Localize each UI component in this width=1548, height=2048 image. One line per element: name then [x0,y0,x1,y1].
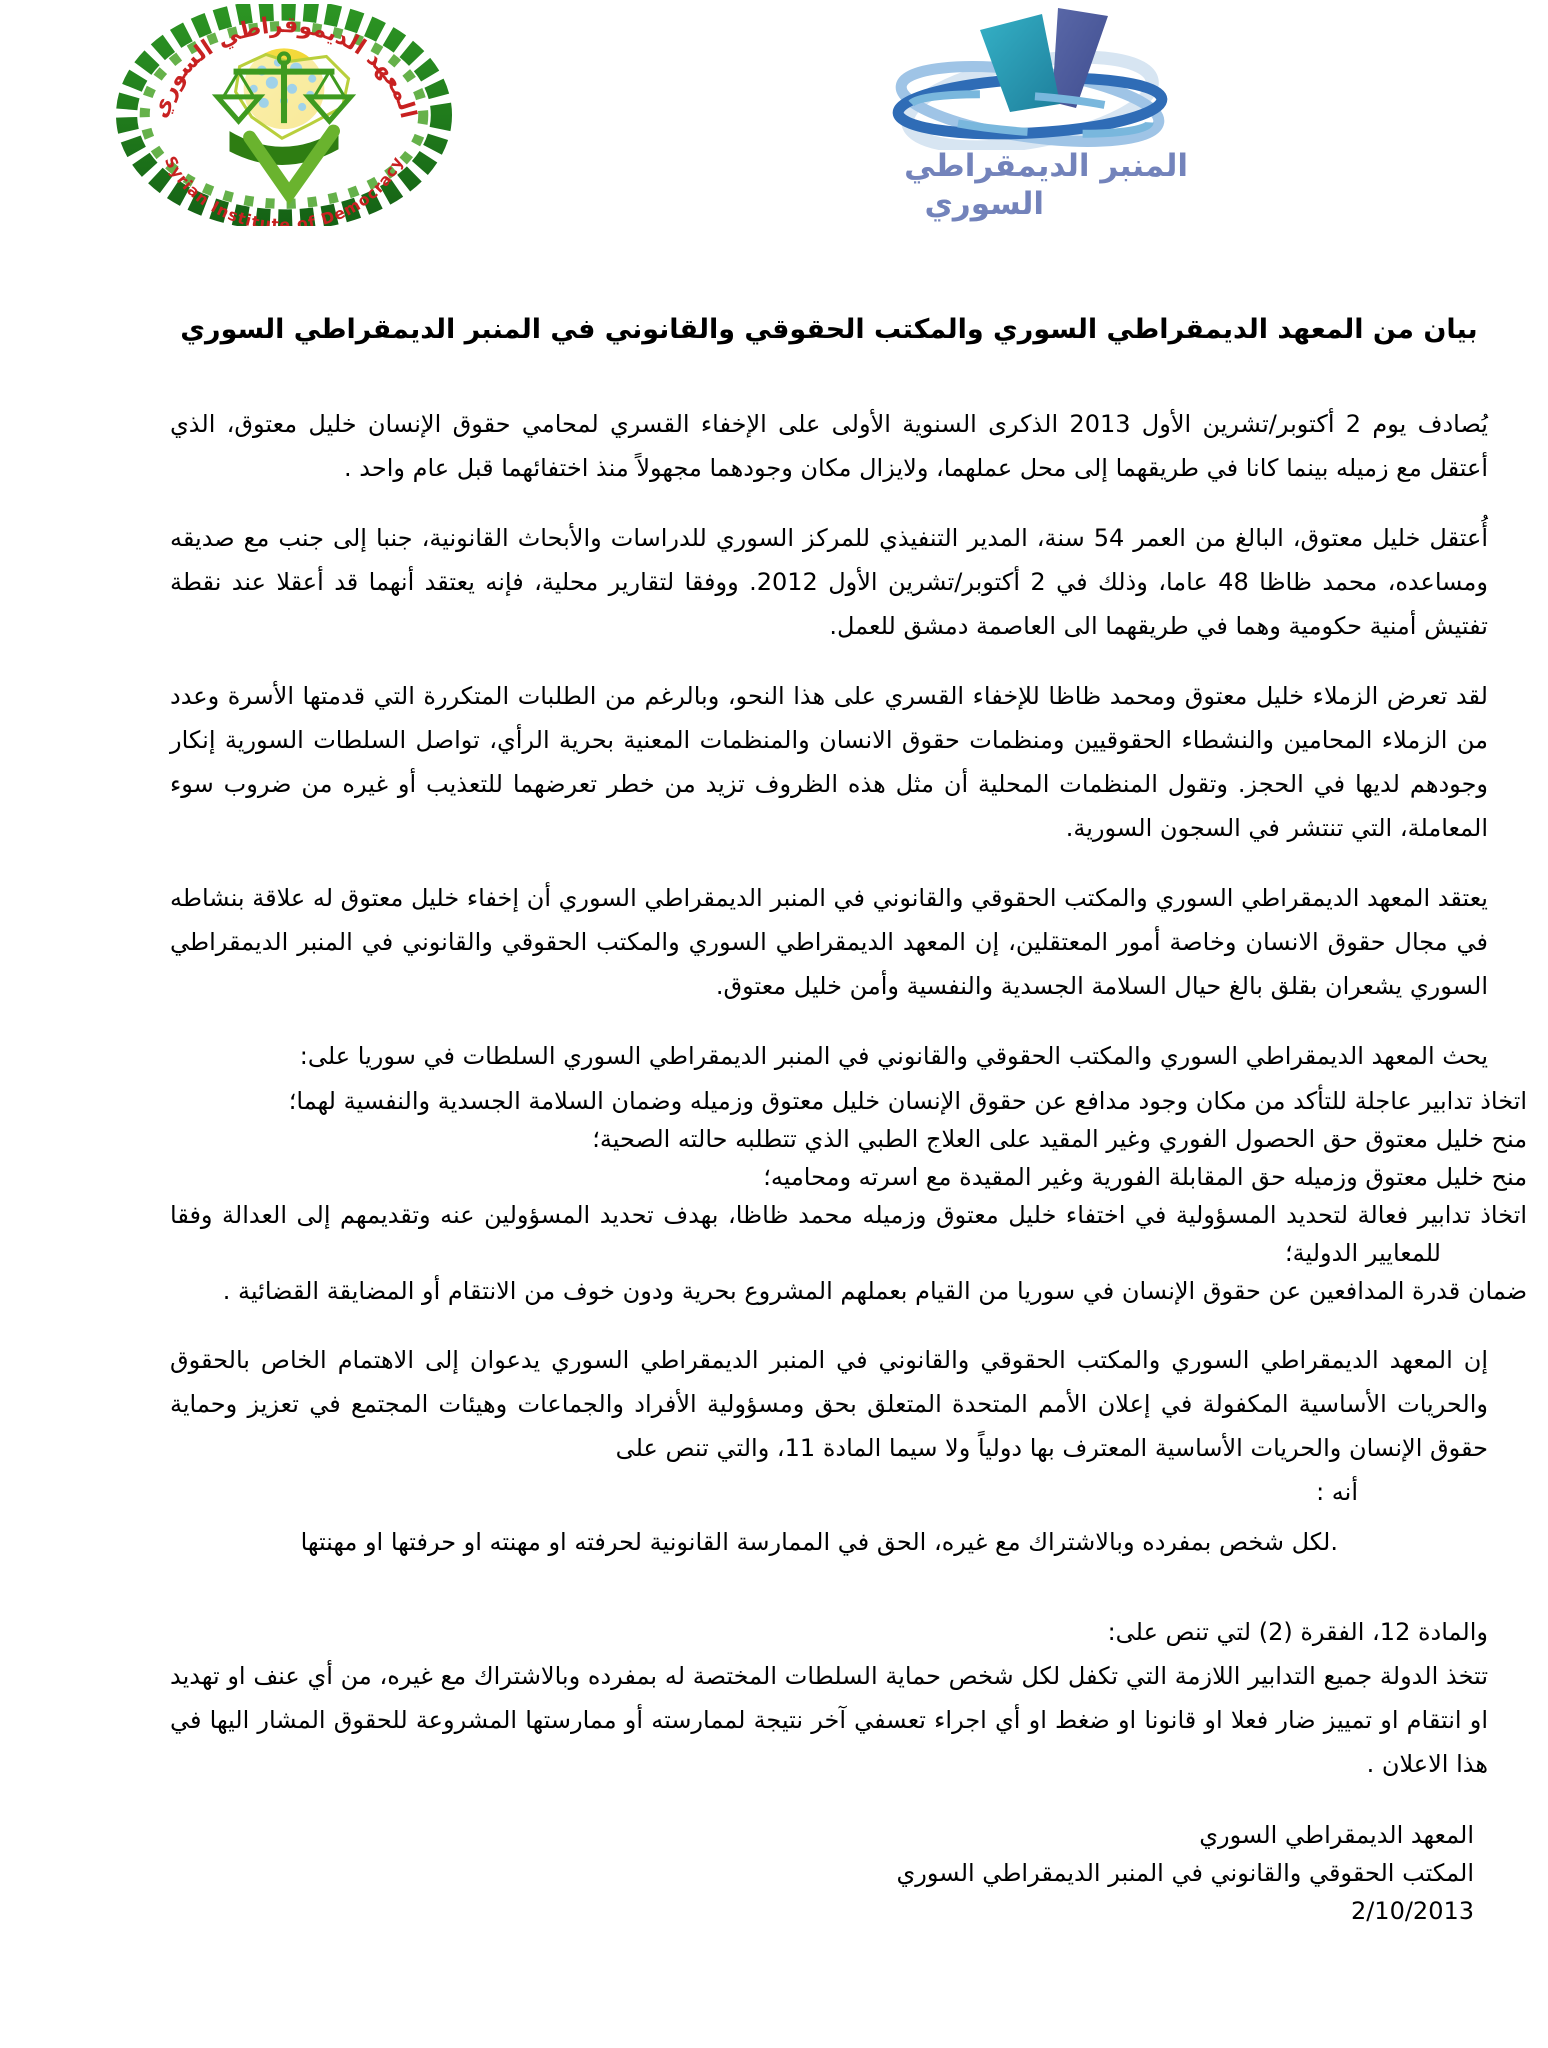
demand-item-1 [170,1082,1548,1120]
syrian-democratic-platform-logo [782,2,1202,234]
signature-date: 2/10/2013 [1350,1897,1474,1925]
platform-wordmark-line1: المنبر الديمقراطي [904,148,1188,184]
syrian-institute-of-democracy-logo [110,4,458,226]
english-arc-label: Syrian Institute of Democracy [160,152,408,226]
demand-text: اتخاذ تدابير فعالة لتحديد المسؤولية في اختفاء خليل معتوق وزميله محمد ظاظا، بهدف تحديد المسؤولين عنه وتقديمهم إلى العدالة وفقا للمعايير الدولية؛ [170,1201,1528,1267]
document-header [0,0,1548,232]
platform-wordmark-line2: السوري [924,186,1044,222]
signature-org-2: المكتب الحقوقي والقانوني في المنبر الديمقراطي السوري [896,1859,1474,1887]
signature-block [170,1816,1474,1930]
demand-item-4 [170,1196,1548,1272]
article-12-quote: تتخذ الدولة جميع التدابير اللازمة التي تكفل لكل شخص حماية السلطات المختصة له بمفرده وبالاشتراك مع غيره، من أي عنف او تهديد او انتقام او تمييز ضار فعلا او قانونا او ضغط او أي اجراء تعسفي آخر نتيجة لممارسته أو ممارستها المشروعة للحقوق المشار اليها في هذا الاعلان . [170,1662,1488,1778]
demand-item-5 [170,1272,1548,1310]
demand-text: منح خليل معتوق وزميله حق المقابلة الفورية وغير المقيدة مع اسرته ومحاميه؛ [763,1163,1528,1191]
statement-title: بيان من المعهد الديمقراطي السوري والمكتب الحقوقي والقانوني في المنبر الديمقراطي السوري [180,314,1478,345]
paragraph-anniversary: يُصادف يوم 2 أكتوبر/تشرين الأول 2013 الذكرى السنوية الأولى على الإخفاء القسري لمحامي حقوق الإنسان خليل معتوق، الذي أعتقل مع زميله بينما كانا في طريقهما إلى محل عملهما، ولايزال مكان وجودهما مجهولاً منذ اختفائهما قبل عام واحد . [170,410,1488,482]
signature-org-1: المعهد الديمقراطي السوري [1199,1821,1474,1849]
demand-text: اتخاذ تدابير عاجلة للتأكد من مكان وجود مدافع عن حقوق الإنسان خليل معتوق وزميله وضمان السلامة الجسدية والنفسية لهما؛ [288,1087,1528,1115]
demand-text: منح خليل معتوق حق الحصول الفوري وغير المقيد على العلاج الطبي الذي تتطلبه حالته الصحية؛ [592,1125,1528,1153]
paragraph-concern: يعتقد المعهد الديمقراطي السوري والمكتب الحقوقي والقانوني في المنبر الديمقراطي السوري أن إخفاء خليل معتوق له علاقة بنشاطه في مجال حقوق الانسان وخاصة أمور المعتقلين، إن المعهد الديمقراطي السوري والمكتب الحقوقي والقانوني في المنبر الديمقراطي السوري يشعران بقلق بالغ حيال السلامة الجسدية والنفسية وأمن خليل معتوق. [170,884,1488,1000]
demand-text: ضمان قدرة المدافعين عن حقوق الإنسان في سوريا من القيام بعملهم المشروع بحرية ودون خوف من الانتقام أو المضايقة القضائية . [222,1277,1528,1305]
laurel-wreath-emblem-icon [110,4,458,226]
arabic-arc-label: المعهد الديموقراطي السوري [146,12,422,121]
paragraph-un-declaration: إن المعهد الديمقراطي السوري والمكتب الحقوقي والقانوني في المنبر الديمقراطي السوري يدعوان إلى الاهتمام الخاص بالحقوق والحريات الأساسية المكفولة في إعلان الأمم المتحدة المتعلق بحق ومسؤولية الأفراد والجماعات وهيئات المجتمع في تعزيز وحماية حقوق الإنسان والحريات الأساسية المعترف بها دولياً ولا سيما المادة 11، والتي تنص على [170,1346,1488,1462]
demands-intro: يحث المعهد الديمقراطي السوري والمكتب الحقوقي والقانوني في المنبر الديمقراطي السوري السلطات في سوريا على: [299,1042,1488,1070]
demand-item-2 [170,1120,1548,1158]
document-body [170,310,1528,1930]
paragraph-un-declaration-tail: أنه : [1316,1478,1358,1506]
demand-item-3 [170,1158,1548,1196]
platform-swirl-emblem-icon [862,2,1202,150]
demands-list [170,1082,1548,1310]
paragraph-enforced-disappearance: لقد تعرض الزملاء خليل معتوق ومحمد ظاظا للإخفاء القسري على هذا النحو، وبالرغم من الطلبات المتكررة التي قدمتها الأسرة وعدد من الزملاء المحامين والنشطاء الحقوقيين ومنظمات حقوق الانسان والمنظمات المعنية بحرية الرأي، تواصل السلطات السورية إنكار وجودهم لديها في الحجز. وتقول المنظمات المحلية أن مثل هذه الظروف تزيد من خطر تعرضهما للتعذيب أو غيره من ضروب سوء المعاملة، التي تنتشر في السجون السورية. [170,682,1488,842]
article-11-quote: .لكل شخص بمفرده وبالاشتراك مع غيره، الحق في الممارسة القانونية لحرفته او مهنته او حرفتها او مهنتها [300,1528,1338,1556]
article-12-heading: والمادة 12، الفقرة (2) لتي تنص على: [1107,1618,1488,1646]
paragraph-arrest-details: أُعتقل خليل معتوق، البالغ من العمر 54 سنة، المدير التنفيذي للمركز السوري للدراسات والأبحاث القانونية، جنبا إلى جنب مع صديقه ومساعده، محمد ظاظا 48 عاما، وذلك في 2 أكتوبر/تشرين الأول 2012. ووفقا لتقارير محلية، فإنه يعتقد أنهما قد أعقلا عند نقطة تفتيش أمنية حكومية وهما في طريقهما الى العاصمة دمشق للعمل. [170,524,1488,640]
